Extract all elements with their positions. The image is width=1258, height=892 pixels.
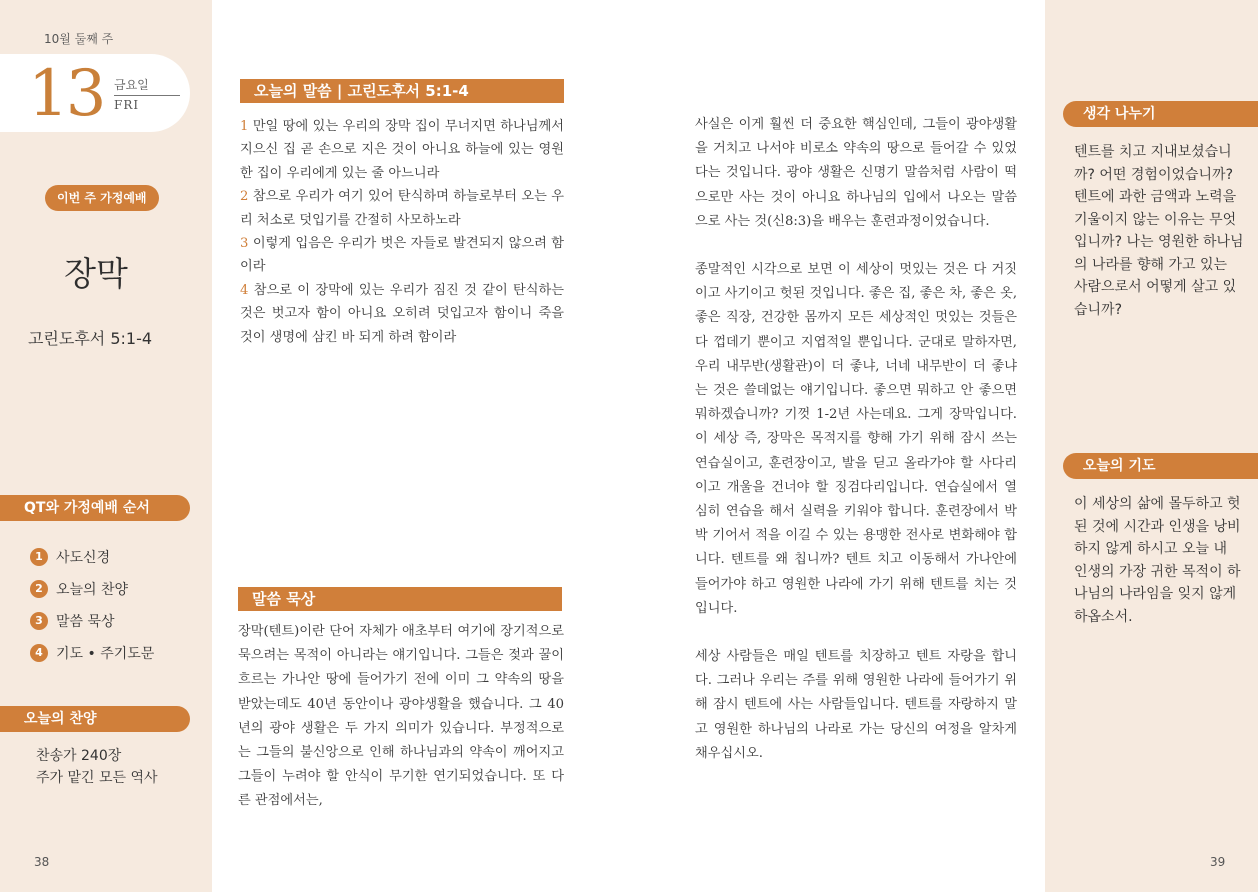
day-number: 13 [28, 57, 104, 131]
verse-number: 4 [240, 282, 249, 298]
scripture-header: 오늘의 말씀 | 고린도후서 5:1-4 [240, 79, 564, 103]
hymn-header: 오늘의 찬양 [0, 706, 190, 732]
share-header: 생각 나누기 [1063, 101, 1258, 127]
meditation-paragraph: 사실은 이게 훨씬 더 중요한 핵심인데, 그들이 광야생활을 거치고 나서야 비로소 약속의 땅으로 들어갈 수 있었다는 것입니다. 광야 생활은 신명기 말씀처럼 사람이 떡으로만 사는 것이 아니요 하나님의 입에서 나오는 말씀으로 사는 것(신8:3)을 배우는 훈련과정이었습니다. [695, 117, 1017, 229]
verse-text: 만일 땅에 있는 우리의 장막 집이 무너지면 하나님께서 지으신 집 곧 손으로 지은 것이 아니요 하늘에 있는 영원한 집이 우리에게 있는 줄 아느니라 [240, 119, 564, 181]
order-number-badge: 4 [30, 644, 48, 662]
meditation-paragraph: 세상 사람들은 매일 텐트를 치장하고 텐트 자랑을 합니다. 그러나 우리는 주를 위해 영원한 나라에 들어가기 위해 잠시 텐트에 사는 사람들입니다. 텐트를 자랑하지 말고 영원한 하나님의 나라로 가는 당신의 여정을 알차게 채우십시오. [695, 649, 1017, 761]
order-number-badge: 3 [30, 612, 48, 630]
verse-number: 2 [240, 189, 249, 205]
page-number-right: 39 [1210, 855, 1226, 869]
worship-title: 장막 [64, 254, 128, 293]
right-sidebar [1045, 0, 1258, 892]
order-item-label: 사도신경 [56, 550, 111, 566]
weekday-en: FRI [114, 98, 140, 112]
order-item-label: 말씀 묵상 [56, 614, 115, 630]
meditation-paragraph: 종말적인 시각으로 보면 이 세상이 멋있는 것은 다 거짓이고 사기이고 헛된 것입니다. 좋은 집, 좋은 차, 좋은 옷, 좋은 직장, 건강한 몸까지 모든 세상적인 멋있는 것들은 다 껍데기 뿐이고 지엽적일 뿐입니다. 군대로 말하자면, 우리 내무반(생활관)이 더 좋냐, 너네 내무반이 더 좋냐는 것은 쓸데없는 얘기입니다. 좋으면 뭐하고 안 좋으면 뭐하겠습니까? 기껏 1-2년 사는데요. 그게 장막입니다. 이 세상 즉, 장막은 목적지를 향해 가기 위해 잠시 쓰는 연습실이고, 훈련장이고, 발을 딛고 올라가야 할 사다리이고 개울을 건너야 할 징검다리입니다. 연습실에서 열심히 연습을 해서 실력을 키워야 합니다. 훈련장에서 박박 기어서 적을 이길 수 있는 용맹한 전사로 변화해야 합니다. 텐트를 왜 칩니까? 텐트 치고 이동해서 가나안에 들어가야 하고 영원한 나라에 가기 위해 텐트를 치는 것입니다. [695, 262, 1018, 616]
verse-number: 1 [240, 119, 249, 134]
meditation-header: 말씀 묵상 [238, 587, 562, 611]
order-item [30, 573, 154, 605]
verse-text: 이렇게 입음은 우리가 벗은 자들로 발견되지 않으려 함이라 [240, 236, 564, 275]
meditation-continued [695, 113, 1017, 790]
meditation-text: 장막(텐트)이란 단어 자체가 애초부터 여기에 장기적으로 묵으려는 목적이 아니라는 얘기입니다. 그들은 젖과 꿀이 흐르는 가나안 땅에 들어가기 전에 이미 그 약속의 땅을 받았는데도 40년 동안이나 광야생활을 했습니다. 그 40년의 광야 생활은 두 가지 의미가 있습니다. 부정적으로는 그들의 불신앙으로 인해 하나님과의 약속이 깨어지고 그들이 누려야 할 안식이 무기한 연기되었습니다. 또 다른 관점에서는, [238, 624, 564, 809]
order-number-badge: 1 [30, 548, 48, 566]
page-number-left: 38 [34, 855, 50, 869]
order-item [30, 637, 154, 669]
order-header: QT와 가정예배 순서 [0, 495, 190, 521]
worship-reference: 고린도후서 5:1-4 [27, 329, 153, 348]
weekday-ko: 금요일 [114, 78, 149, 92]
week-label: 10월 둘째 주 [44, 32, 114, 46]
worship-badge: 이번 주 가정예배 [45, 185, 159, 211]
verse-text: 참으로 이 장막에 있는 우리가 짐진 것 같이 탄식하는 것은 벗고자 함이 아니요 오히려 덧입고자 함이니 죽을 것이 생명에 삼킨 바 되게 하려 함이라 [240, 282, 564, 345]
weekday-divider [114, 95, 180, 96]
verse-number: 3 [240, 236, 249, 252]
order-number-badge: 2 [30, 580, 48, 598]
prayer-text: 이 세상의 삶에 몰두하고 헛된 것에 시간과 인생을 낭비하지 않게 하시고 오늘 내 인생의 가장 귀한 목적이 하나님의 나라임을 잊지 않게 하옵소서. [1074, 496, 1241, 625]
hymn-number: 찬송가 240장 [36, 748, 122, 764]
order-item [30, 541, 154, 573]
order-item-label: 오늘의 찬양 [56, 582, 129, 598]
hymn-title: 주가 맡긴 모든 역사 [36, 770, 158, 786]
prayer-header: 오늘의 기도 [1063, 453, 1258, 479]
order-item-label: 기도 • 주기도문 [56, 646, 155, 662]
verse-text: 참으로 우리가 여기 있어 탄식하며 하늘로부터 오는 우리 처소로 덧입기를 간절히 사모하노라 [240, 189, 564, 228]
share-text: 텐트를 치고 지내보셨습니까? 어떤 경험이었습니까? 텐트에 과한 금액과 노력을 기울이지 않는 이유는 무엇입니까? 나는 영원한 하나님의 나라를 향해 가고 있는 사람으로서 어떻게 살고 있습니까? [1074, 144, 1244, 318]
order-item [30, 605, 154, 637]
scripture-text [240, 115, 564, 349]
order-list [30, 541, 154, 669]
